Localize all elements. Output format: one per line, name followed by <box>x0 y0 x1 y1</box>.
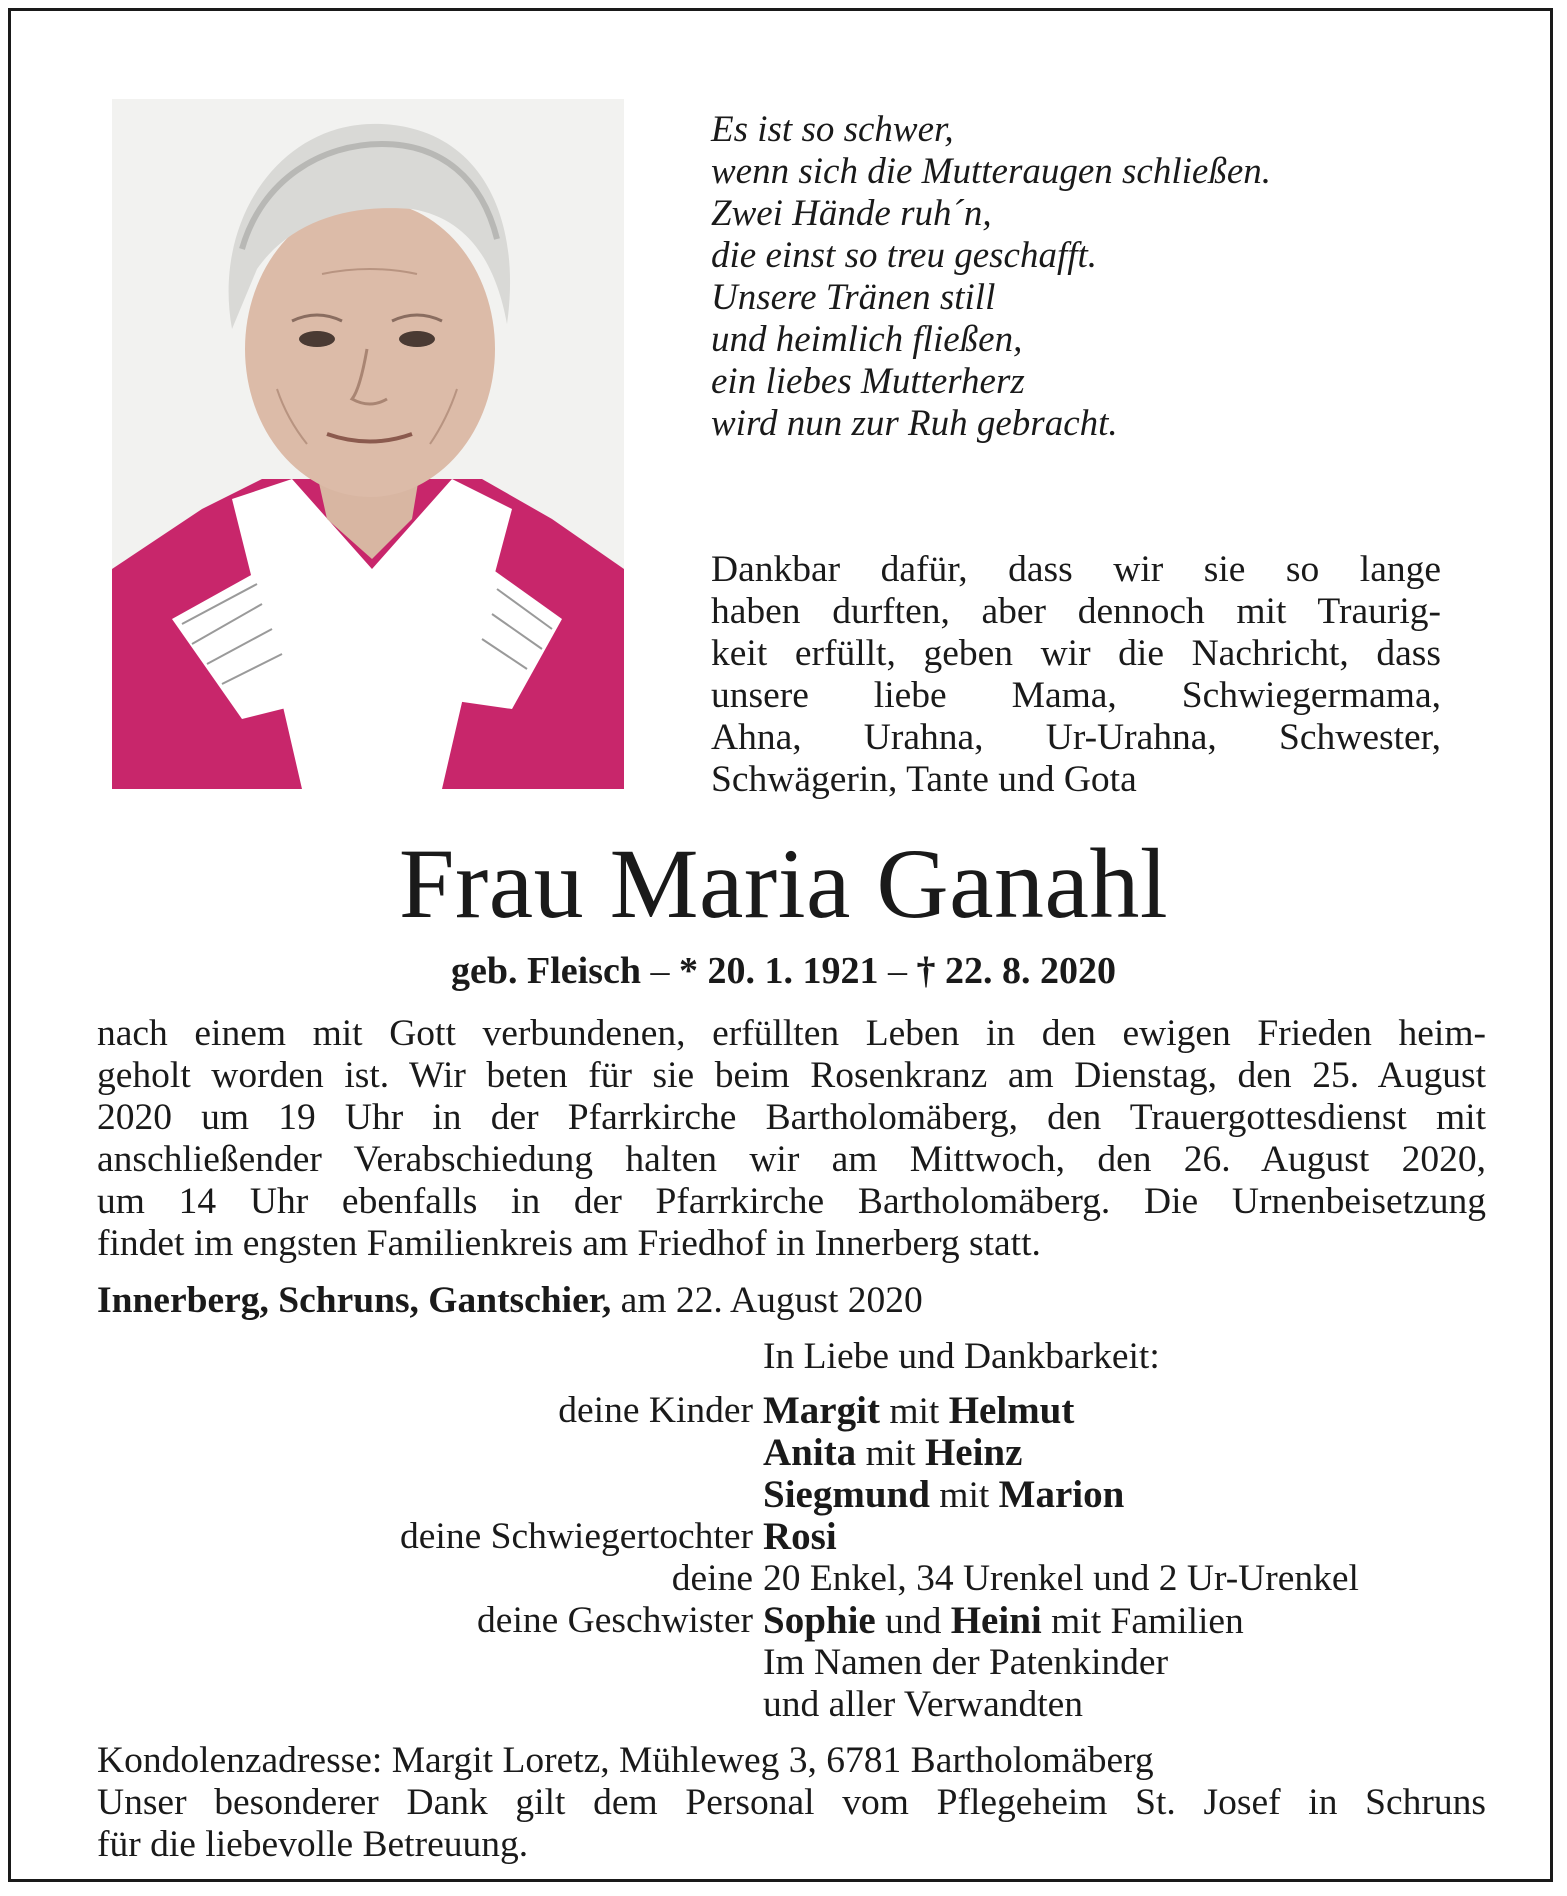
poem-line: Unsere Tränen still <box>711 277 996 318</box>
mourner-row <box>97 1684 1497 1726</box>
relation-label: deine Geschwister <box>477 1600 753 1641</box>
intro-line: unsere liebe Mama, Schwiegermama, <box>711 675 1441 716</box>
mourner-row <box>97 1390 1497 1432</box>
mourner-row <box>97 1558 1497 1600</box>
deceased-name: Frau Maria Ganahl <box>398 828 1169 939</box>
relation-label <box>97 1684 763 1726</box>
mourner-names <box>763 1516 837 1558</box>
mourner-name: Siegmund <box>763 1473 930 1516</box>
footer <box>97 1740 1486 1866</box>
obituary-notice <box>8 8 1553 1882</box>
intro-paragraph <box>711 549 1441 801</box>
mourner-row <box>97 1474 1497 1516</box>
connector: mit <box>929 1475 999 1516</box>
body-line: geholt worden ist. Wir beten für sie beim Rosenkranz am Dienstag, den 25. August <box>97 1055 1486 1096</box>
mourner-names <box>763 1390 1074 1432</box>
mourner-names: 20 Enkel, 34 Urenkel und 2 Ur-Urenkel <box>763 1558 1359 1599</box>
poem-line: die einst so treu geschafft. <box>711 235 1098 276</box>
thanks-line: Unser besonderer Dank gilt dem Personal vom Pflegeheim St. Josef in Schruns <box>97 1782 1486 1823</box>
relation-label <box>97 1432 763 1474</box>
poem-line: wird nun zur Ruh gebracht. <box>711 403 1118 444</box>
mourner-name: Anita <box>763 1431 857 1474</box>
mourner-names <box>763 1432 1022 1474</box>
mourner-name: Marion <box>998 1473 1125 1516</box>
signoff: In Liebe und Dankbarkeit: <box>763 1336 1160 1377</box>
connector: mit Familien <box>1041 1601 1244 1642</box>
mourner-row <box>97 1600 1497 1642</box>
poem-line: und heimlich fließen, <box>711 319 1023 360</box>
relation-label <box>97 1474 763 1516</box>
poem-line: ein liebes Mutterherz <box>711 361 1025 402</box>
intro-line: Dankbar dafür, dass wir sie so lange <box>711 549 1441 590</box>
portrait-photo <box>112 99 624 789</box>
body-line: 2020 um 19 Uhr in der Pfarrkirche Bartholomäberg, den Trauergottesdienst mit <box>97 1097 1486 1138</box>
birth-date: * 20. 1. 1921 <box>678 950 879 992</box>
poem <box>711 109 1431 445</box>
relation-label: deine Schwiegertochter <box>400 1516 753 1557</box>
poem-line: Es ist so schwer, <box>711 109 954 150</box>
mourner-row <box>97 1516 1497 1558</box>
body-line: anschließender Verabschiedung halten wir am Mittwoch, den 26. August 2020, <box>97 1139 1486 1180</box>
mourner-names <box>763 1474 1124 1516</box>
poem-line: wenn sich die Mutteraugen schließen. <box>711 151 1272 192</box>
relation-label: deine <box>671 1558 753 1599</box>
body-line: findet im engsten Familienkreis am Friedhof in Innerberg statt. <box>97 1223 1041 1264</box>
relation-label <box>97 1642 763 1684</box>
mourner-name: Heinz <box>924 1431 1023 1474</box>
separator: – <box>878 950 917 992</box>
relation-label: deine Kinder <box>558 1390 753 1431</box>
mourners-list <box>97 1390 1497 1726</box>
mourner-name: Helmut <box>948 1389 1075 1432</box>
mourner-names: Im Namen der Patenkinder <box>763 1642 1169 1683</box>
mourner-row <box>97 1432 1497 1474</box>
place-towns: Innerberg, Schruns, Gantschier, <box>97 1280 612 1321</box>
intro-line: haben durften, aber dennoch mit Traurig- <box>711 591 1441 632</box>
separator: – <box>640 950 679 992</box>
intro-line: keit erfüllt, geben wir die Nachricht, dass <box>711 633 1441 674</box>
mourner-row <box>97 1642 1497 1684</box>
condolence-address: Kondolenzadresse: Margit Loretz, Mühleweg 3, 6781 Bartholomäberg <box>97 1740 1154 1781</box>
portrait-illustration <box>112 99 624 789</box>
notice-date: am 22. August 2020 <box>611 1280 923 1321</box>
intro-line: Ahna, Urahna, Ur-Urahna, Schwester, <box>711 717 1441 758</box>
mourner-name: Sophie <box>763 1599 876 1642</box>
connector: mit <box>856 1433 925 1474</box>
mourner-name: Rosi <box>763 1515 837 1558</box>
life-dates <box>11 949 1556 993</box>
mourner-names <box>763 1600 1244 1642</box>
body-line: um 14 Uhr ebenfalls in der Pfarrkirche Bartholomäberg. Die Urnenbeisetzung <box>97 1181 1486 1222</box>
death-date: † 22. 8. 2020 <box>916 950 1116 992</box>
mourner-names: und aller Verwandten <box>763 1684 1084 1725</box>
poem-line: Zwei Hände ruh´n, <box>711 193 992 234</box>
connector: mit <box>879 1391 949 1432</box>
connector: und <box>875 1601 951 1642</box>
place-date <box>97 1279 1397 1323</box>
main-paragraph <box>97 1013 1486 1265</box>
mourner-name: Margit <box>763 1389 880 1432</box>
birth-name: geb. Fleisch <box>451 950 641 992</box>
intro-line: Schwägerin, Tante und Gota <box>711 759 1137 800</box>
body-line: nach einem mit Gott verbundenen, erfüllten Leben in den ewigen Frieden heim- <box>97 1013 1486 1054</box>
mourner-name: Heini <box>950 1599 1042 1642</box>
thanks-line: für die liebevolle Betreuung. <box>97 1824 529 1865</box>
